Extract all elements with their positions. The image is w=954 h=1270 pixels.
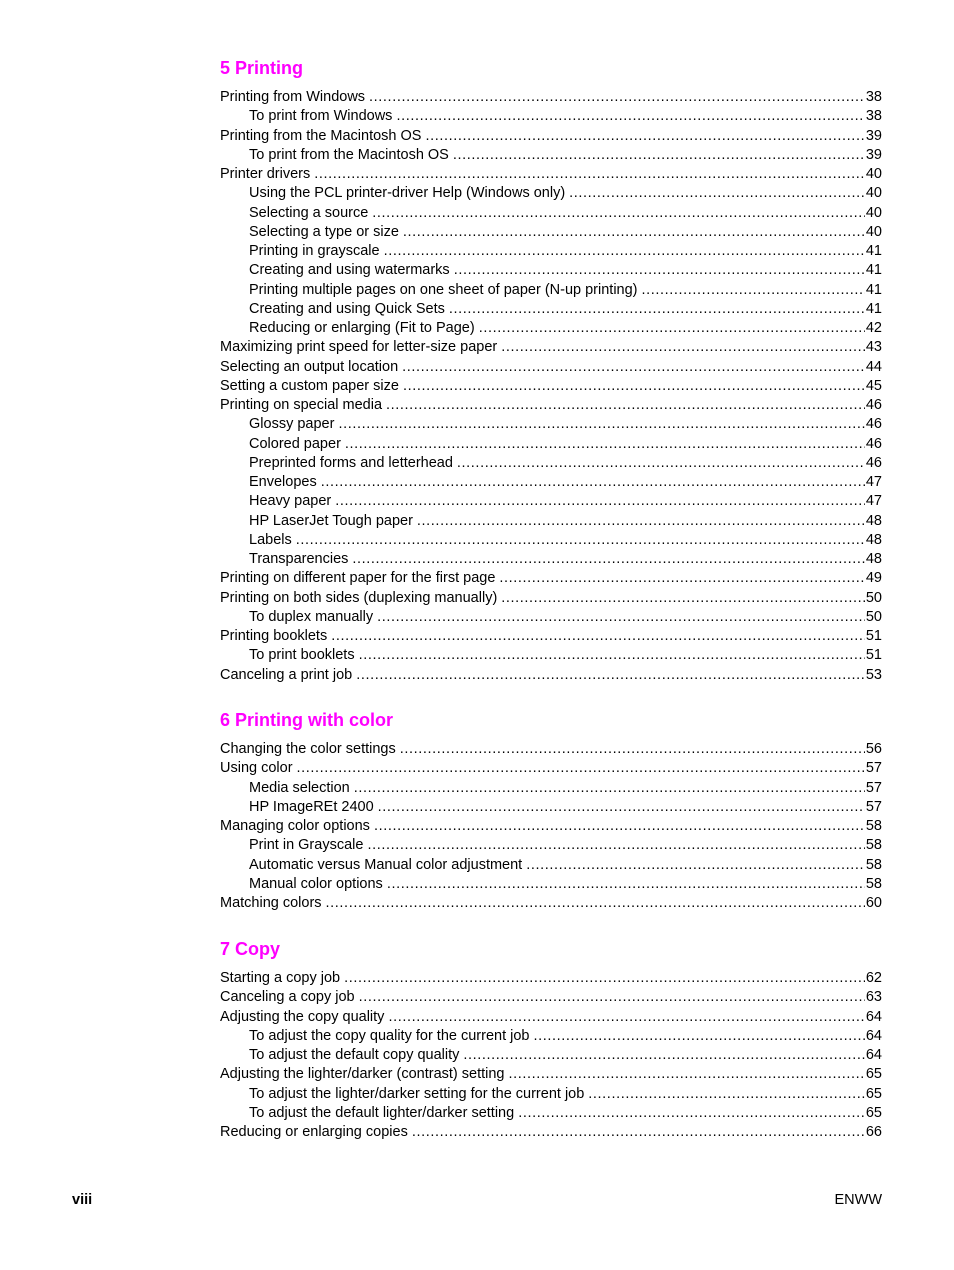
toc-entry[interactable] [220,377,882,396]
toc-leader-dots [396,107,864,126]
toc-entry-label: Creating and using Quick Sets [249,300,445,317]
toc-leader-dots [369,88,865,107]
toc-entry-label: Selecting a source [249,204,369,221]
toc-leader-dots [417,512,865,531]
toc-entry-label: Starting a copy job [220,970,341,986]
toc-leader-dots [425,127,864,146]
toc-entry[interactable] [220,817,882,836]
toc-entry-label: Labels [249,531,292,548]
toc-leader-dots [479,319,865,338]
toc-entry[interactable] [220,988,882,1007]
toc-leader-dots [354,779,865,798]
toc-leader-dots [501,589,865,608]
toc-entry-page: 47 [865,474,882,490]
toc-entry-label: Selecting an output location [220,358,399,375]
toc-leader-dots [374,817,865,836]
toc-entry-label: Selecting a type or size [249,223,399,240]
toc-entry-page: 65 [865,1104,882,1121]
toc-entry[interactable] [220,569,882,588]
toc-entry-page: 41 [865,300,882,317]
toc-entry-label: Automatic versus Manual color adjustment [249,856,523,873]
toc-entry[interactable] [220,798,882,817]
toc-entry-page: 46 [865,435,882,452]
toc-entry-page: 64 [865,1047,882,1063]
toc-entry[interactable] [220,454,882,473]
toc-entry[interactable] [220,969,882,988]
toc-leader-dots [297,759,865,778]
section-title: 6 Printing with color [220,710,394,730]
toc-entry-page: 48 [865,551,882,567]
toc-entry[interactable] [220,836,882,855]
toc-entry-label: Canceling a print job [220,666,353,683]
toc-entry-page: 62 [865,970,882,986]
toc-list [220,740,882,913]
toc-entry-label: HP ImageREt 2400 [249,798,374,815]
toc-entry-page: 58 [865,856,882,873]
toc-entry[interactable] [220,223,882,242]
toc-entry-page: 57 [865,779,882,796]
toc-entry-label: Envelopes [249,474,317,490]
toc-entry-page: 46 [865,454,882,471]
toc-entry-label: To print booklets [249,647,355,664]
toc-list [220,969,882,1142]
toc-entry[interactable] [220,127,882,146]
toc-leader-dots [378,798,865,817]
toc-entry-page: 45 [865,377,882,394]
toc-entry-label: Media selection [249,779,350,796]
toc-leader-dots [412,1123,865,1142]
toc-entry-page: 40 [865,166,882,182]
toc-entry[interactable] [220,512,882,531]
toc-leader-dots [344,969,865,988]
toc-entry-label: Adjusting the copy quality [220,1008,385,1025]
toc-leader-dots [402,358,865,377]
toc-entry-page: 57 [865,760,882,777]
toc-entry-page: 50 [865,608,882,625]
toc-entry-label: Preprinted forms and letterhead [249,454,453,471]
section-title: 5 Printing [220,58,304,78]
toc-entry-label: To duplex manually [249,608,374,625]
toc-entry-label: Printing on different paper for the first page [220,570,496,587]
toc-entry[interactable] [220,646,882,665]
toc-entry-label: Manual color options [249,875,383,892]
toc-entry-label: Printing in grayscale [249,243,380,259]
toc-entry-label: Reducing or enlarging copies [220,1124,408,1140]
toc-leader-dots [501,338,865,357]
toc-entry-page: 51 [865,647,882,664]
toc-entry[interactable] [220,1027,882,1046]
toc-entry[interactable] [220,856,882,875]
toc-entry[interactable] [220,261,882,280]
toc-entry[interactable] [220,415,882,434]
toc-entry-label: Using color [220,760,293,777]
toc-entry-label: Matching colors [220,895,322,911]
toc-section-printing-with-color [220,708,882,913]
toc-entry-label: Printing on special media [220,397,383,413]
toc-entry-page: 58 [865,818,882,834]
toc-entry[interactable] [220,319,882,338]
toc-leader-dots [359,646,865,665]
toc-leader-dots [326,894,865,913]
toc-entry-page: 48 [865,512,882,529]
toc-entry[interactable] [220,1123,882,1142]
toc-entry-label: Heavy paper [249,493,332,510]
toc-entry[interactable] [220,589,882,608]
toc-entry-page: 64 [865,1008,882,1025]
toc-entry[interactable] [220,165,882,184]
toc-entry-page: 66 [865,1124,882,1140]
toc-entry-label: Creating and using watermarks [249,262,450,279]
toc-entry-page: 60 [865,895,882,911]
toc-leader-dots [386,396,865,415]
toc-section-printing [220,56,882,685]
toc-entry-page: 65 [865,1085,882,1102]
toc-entry[interactable] [220,358,882,377]
toc-entry[interactable] [220,666,882,685]
toc-entry-label: To adjust the default copy quality [249,1047,460,1063]
toc-entry-page: 65 [865,1066,882,1083]
toc-leader-dots [388,1008,864,1027]
toc-entry-label: Printing from Windows [220,89,366,105]
toc-entry-page: 46 [865,416,882,433]
toc-entry[interactable] [220,627,882,646]
toc-entry-page: 48 [865,531,882,548]
toc-entry[interactable] [220,300,882,319]
toc-entry[interactable] [220,492,882,511]
toc-entry-page: 56 [865,741,882,757]
toc-entry-page: 58 [865,837,882,854]
toc-leader-dots [321,473,865,492]
toc-entry-page: 40 [865,223,882,240]
toc-leader-dots [588,1085,865,1104]
toc-entry-page: 38 [865,108,882,125]
toc-leader-dots [387,875,865,894]
toc-leader-dots [372,204,865,223]
toc-entry[interactable] [220,550,882,569]
toc-entry[interactable] [220,435,882,454]
toc-entry[interactable] [220,875,882,894]
toc-leader-dots [403,223,865,242]
toc-entry-label: Maximizing print speed for letter-size paper [220,339,498,356]
toc-entry-page: 53 [865,666,882,683]
toc-entry-label: Adjusting the lighter/darker (contrast) setting [220,1066,505,1083]
toc-leader-dots [499,569,864,588]
toc-leader-dots [463,1046,864,1065]
toc-entry[interactable] [220,473,882,492]
toc-entry-page: 57 [865,798,882,815]
toc-entry-page: 42 [865,320,882,336]
toc-leader-dots [454,261,865,280]
toc-entry[interactable] [220,1085,882,1104]
toc-entry-label: Reducing or enlarging (Fit to Page) [249,320,475,336]
toc-entry-label: HP LaserJet Tough paper [249,512,413,529]
toc-leader-dots [449,300,865,319]
toc-entry-label: Printing from the Macintosh OS [220,127,422,144]
toc-entry-page: 50 [865,589,882,606]
toc-entry-page: 51 [865,628,882,644]
toc-entry[interactable] [220,396,882,415]
toc-entry-page: 43 [865,339,882,356]
toc-entry-page: 40 [865,185,882,202]
toc-leader-dots [384,242,865,261]
toc-leader-dots [296,531,865,550]
toc-entry-page: 39 [865,127,882,144]
toc-entry-label: Transparencies [249,551,349,567]
toc-entry-label: Colored paper [249,435,341,452]
toc-entry-label: To adjust the copy quality for the current job [249,1027,530,1044]
toc-entry[interactable] [220,88,882,107]
toc-entry-page: 47 [865,493,882,510]
toc-entry-label: Using the PCL printer-driver Help (Windows only) [249,185,566,202]
toc-entry[interactable] [220,608,882,627]
toc-entry[interactable] [220,531,882,550]
toc-leader-dots [526,856,865,875]
toc-entry-label: Changing the color settings [220,741,396,757]
toc-entry-page: 44 [865,358,882,375]
toc-entry-label: Canceling a copy job [220,989,355,1006]
toc-leader-dots [367,836,864,855]
toc-leader-dots [338,415,864,434]
toc-leader-dots [569,184,865,203]
toc-entry-label: Printing booklets [220,628,328,644]
toc-leader-dots [331,627,865,646]
toc-leader-dots [403,377,865,396]
toc-entry[interactable] [220,184,882,203]
toc-entry-label: To print from Windows [249,108,393,125]
toc-entry-page: 64 [865,1027,882,1044]
toc-entry[interactable] [220,338,882,357]
toc-leader-dots [359,988,865,1007]
toc-entry[interactable] [220,1046,882,1065]
toc-entry[interactable] [220,204,882,223]
toc-leader-dots [335,492,865,511]
toc-entry-label: Managing color options [220,818,370,834]
toc-entry-label: To adjust the lighter/darker setting for the current job [249,1085,585,1102]
toc-leader-dots [314,165,865,184]
toc-entry-label: Printer drivers [220,166,311,182]
toc-entry-page: 58 [865,875,882,892]
toc-entry-label: Setting a custom paper size [220,377,399,394]
toc-entry-page: 41 [865,281,882,298]
toc-entry[interactable] [220,107,882,126]
toc-leader-dots [400,740,865,759]
toc-entry[interactable] [220,894,882,913]
toc-entry-label: Print in Grayscale [249,837,364,854]
toc-entry-page: 41 [865,243,882,259]
toc-leader-dots [453,146,865,165]
toc-entry[interactable] [220,1065,882,1084]
toc-section-copy [220,937,882,1142]
toc-leader-dots [457,454,865,473]
toc-entry[interactable] [220,779,882,798]
toc-entry-page: 38 [865,89,882,105]
toc-entry-page: 46 [865,397,882,413]
toc-entry[interactable] [220,759,882,778]
toc-leader-dots [377,608,865,627]
toc-entry[interactable] [220,1104,882,1123]
toc-leader-dots [509,1065,865,1084]
toc-leader-dots [345,435,865,454]
toc-leader-dots [534,1027,865,1046]
toc-entry-page: 63 [865,989,882,1006]
footer-label: ENWW [834,1192,882,1208]
toc-entry[interactable] [220,1008,882,1027]
toc-entry-page: 49 [865,570,882,587]
toc-list [220,88,882,685]
section-title: 7 Copy [220,939,281,959]
toc-leader-dots [518,1104,865,1123]
toc-entry[interactable] [220,740,882,759]
toc-leader-dots [352,550,864,569]
toc-entry-page: 41 [865,262,882,279]
toc-entry-label: To adjust the default lighter/darker setting [249,1104,515,1121]
toc-leader-dots [356,666,865,685]
toc-entry-label: Glossy paper [249,416,335,433]
page-number: viii [72,1192,93,1208]
toc-leader-dots [642,281,865,300]
toc-entry-label: To print from the Macintosh OS [249,146,449,163]
toc-entry-page: 39 [865,146,882,163]
toc-entry-label: Printing multiple pages on one sheet of paper (N-up printing) [249,281,638,298]
toc-entry-label: Printing on both sides (duplexing manually) [220,589,498,606]
toc-entry[interactable] [220,146,882,165]
toc-entry[interactable] [220,242,882,261]
toc-entry-page: 40 [865,204,882,221]
toc-entry[interactable] [220,281,882,300]
